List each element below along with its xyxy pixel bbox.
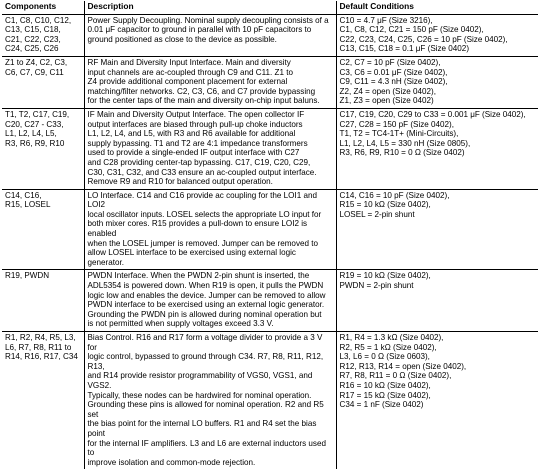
table-row (2, 332, 538, 469)
cell-default-conditions: C2, C7 = 10 pF (Size 0402), C3, C6 = 0.01 μF (Size 0402), C9, C11 = 4.3 nH (Size 0402), Z2, Z4 = open (Size 0402), Z1, Z3 = open (Size 0402) (336, 56, 538, 108)
cell-default-conditions: C10 = 4.7 μF (Size 3216), C1, C8, C12, C21 = 150 pF (Size 0402), C22, C23, C24, C25, C26 = 10 pF (Size 0402), C13, C15, C18 = 0.1 μF (Size 0402) (336, 14, 538, 56)
cell-components: R19, PWDN (2, 270, 84, 332)
cell-description: Bias Control. R16 and R17 form a voltage divider to provide a 3 V for logic control, bypassed to ground through C34. R7, R8, R11, R12, R13, and R14 provide resistor programmability of VGS0, VGS1, and VGS2. Typically, these nodes can be hardwired for nominal operation. Grounding these pins is allowed for nominal operation. R2 and R5 set the bias point for the internal LO buffers. R1 and R4 set the bias point for the internal IF amplifiers. L3 and L6 are external inductors used to improve isolation and common-mode rejection. (84, 332, 336, 469)
header-row (2, 1, 538, 14)
table-row (2, 56, 538, 108)
cell-default-conditions: C17, C19, C20, C29 to C33 = 0.001 μF (Size 0402), C27, C28 = 150 pF (Size 0402), T1, T2 = TC4-1T+ (Mini-Circuits), L1, L2, L4, L5 = 330 nH (Size 0805), R3, R6, R9, R10 = 0 Ω (Size 0402) (336, 108, 538, 189)
cell-default-conditions: C14, C16 = 10 pF (Size 0402), R15 = 10 kΩ (Size 0402), LOSEL = 2-pin shunt (336, 189, 538, 270)
cell-components: R1, R2, R4, R5, L3, L6, R7, R8, R11 to R14, R16, R17, C34 (2, 332, 84, 469)
cell-components: C1, C8, C10, C12, C13, C15, C18, C21, C22, C23, C24, C25, C26 (2, 14, 84, 56)
table-row (2, 108, 538, 189)
cell-components: C14, C16, R15, LOSEL (2, 189, 84, 270)
header-description: Description (84, 1, 336, 14)
cell-components: T1, T2, C17, C19, C20, C27 - C33, L1, L2, L4, L5, R3, R6, R9, R10 (2, 108, 84, 189)
cell-components: Z1 to Z4, C2, C3, C6, C7, C9, C11 (2, 56, 84, 108)
table-row (2, 270, 538, 332)
cell-default-conditions: R1, R4 = 1.3 kΩ (Size 0402), R2, R5 = 1 kΩ (Size 0402), L3, L6 = 0 Ω (Size 0603), R12, R13, R14 = open (Size 0402), R7, R8, R11 = 0 Ω (Size 0402), R16 = 10 kΩ (Size 0402), R17 = 15 kΩ (Size 0402), C34 = 1 nF (Size 0402) (336, 332, 538, 469)
header-default-conditions: Default Conditions (336, 1, 538, 14)
cell-description: LO Interface. C14 and C16 provide ac coupling for the LOI1 and LOI2 local oscillator inputs. LOSEL selects the appropriate LO input for both mixer cores. R15 provides a pull-down to ensure LOI2 is enabled when the LOSEL jumper is removed. Jumper can be removed to allow LOSEL interface to be exercised using external logic generator. (84, 189, 336, 270)
header-components: Components (2, 1, 84, 14)
cell-description: Power Supply Decoupling. Nominal supply decoupling consists of a 0.01 μF capacitor to ground in parallel with 10 pF capacitors to ground positioned as close to the device as possible. (84, 14, 336, 56)
table-row (2, 14, 538, 56)
table-row (2, 189, 538, 270)
cell-description: IF Main and Diversity Output Interface. The open collector IF output interfaces are biased through pull-up choke inductors L1, L2, L4, and L5, with R3 and R6 available for additional supply bypassing. T1 and T2 are 4:1 impedance transformers used to provide a single-ended IF output interface with C27 and C28 providing center-tap bypassing. C17, C19, C20, C29, C30, C31, C32, and C33 ensure an ac-coupled output interface. Remove R9 and R10 for balanced output operation. (84, 108, 336, 189)
cell-default-conditions: R19 = 10 kΩ (Size 0402), PWDN = 2-pin shunt (336, 270, 538, 332)
components-table (2, 1, 538, 469)
cell-description: PWDN Interface. When the PWDN 2-pin shunt is inserted, the ADL5354 is powered down. When R19 is open, it pulls the PWDN logic low and enables the device. Jumper can be removed to allow PWDN interface to be exercised using an external logic generator. Grounding the PWDN pin is allowed during nominal operation but is not permitted when supply voltages exceed 3.3 V. (84, 270, 336, 332)
cell-description: RF Main and Diversity Input Interface. Main and diversity input channels are ac-coupled through C9 and C11. Z1 to Z4 provide additional component placement for external matching/filter networks. C2, C3, C6, and C7 provide bypassing for the center taps of the main and diversity on-chip input baluns. (84, 56, 336, 108)
